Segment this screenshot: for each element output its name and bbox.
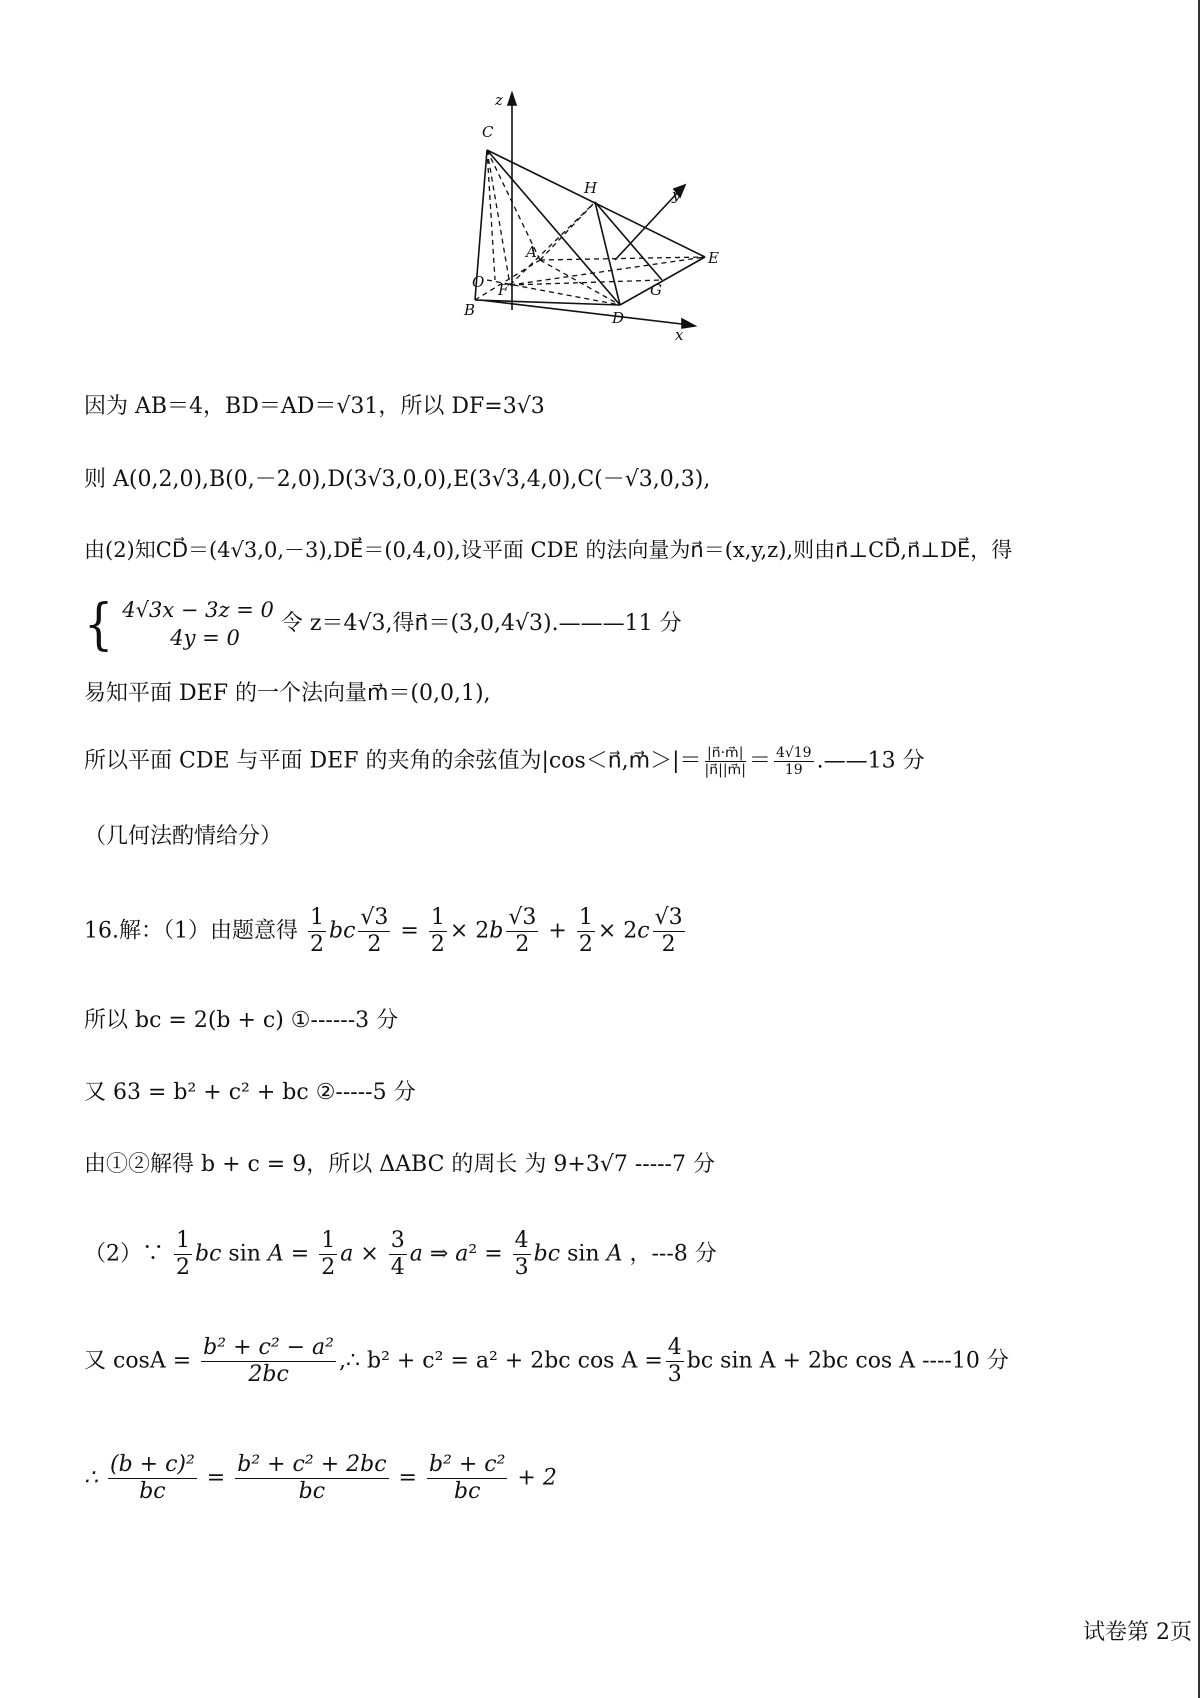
geometry-figure (464, 91, 730, 344)
cosine-law-prefix: 又 cosA = (84, 1348, 192, 1374)
frac-sum-squares: $\frac{\text{b² + c²}}{bc}$ (428, 1452, 506, 1504)
equation-2: 4y = 0 (170, 626, 240, 650)
frac-sqrt3-half-3: $\frac{√3}{2}$ (654, 905, 683, 957)
point-g-label: G (650, 281, 662, 299)
page-footer: 试卷第 2页 (1083, 1620, 1192, 1645)
point-c-label: C (482, 123, 494, 141)
text-line-1: 因为 AB＝4，BD＝AD＝√31，所以 DF=3√3 (84, 394, 545, 419)
y-axis-label: y (672, 186, 681, 204)
text-line-5: 易知平面 DEF 的一个法向量m⃗＝(0,0,1), (84, 681, 491, 706)
equation-system-line (84, 591, 682, 657)
cosine-line (84, 745, 925, 778)
fraction-2-numerator: 4√19 (775, 745, 812, 761)
text-line-3: 由(2)知CD⃗＝(4√3,0,－3),DE⃗＝(0,4,0),设平面 CDE 的法向量为n⃗＝(x,y,z),则由n⃗⊥CD⃗,n⃗⊥DE⃗，得 (84, 538, 1013, 562)
cosine-prefix: 所以平面 CDE 与平面 DEF 的夹角的余弦值为|cos＜n⃗,m⃗＞|＝ (84, 748, 702, 774)
frac-sqrt3-half-2: $\frac{√3}{2}$ (508, 905, 537, 957)
cosine-law-middle: ,∴ b² + c² = a² + 2bc cos A = (339, 1348, 663, 1374)
part-2-prefix: （2）∵ (84, 1241, 164, 1267)
point-o-label: O (472, 273, 485, 291)
point-d-label: D (612, 309, 625, 327)
cosine-fraction-1 (705, 745, 746, 778)
frac-half-2: $\frac{1}{2}$ (430, 905, 445, 957)
problem-16-prefix: 16.解：（1）由题意得 (84, 918, 298, 944)
point-a-label: A (526, 243, 537, 261)
left-brace: { (84, 591, 114, 657)
text-line-2: 则 A(0,2,0),B(0,－2,0),D(3√3,0,0),E(3√3,4,0),C(－√3,0,3), (84, 467, 711, 492)
frac-cosine-law: $\frac{\text{b² + c² − a²}}{2bc}$ (203, 1335, 334, 1387)
frac-sum-squared: $\frac{\text{(b + c)²}}{bc}$ (110, 1452, 195, 1504)
therefore-prefix: ∴ (84, 1465, 98, 1491)
point-e-label: E (708, 249, 719, 267)
equals-sign: ＝ (748, 748, 771, 774)
point-h-label: H (584, 179, 598, 197)
therefore-line: ∴ $\frac{\text{(b + c)²}}{bc}$ = $\frac{\text{b² + c² + 2bc}}{bc}$ = $\frac{\text{b² + c²}}{bc}$ + 2 (84, 1452, 557, 1504)
text-line-7: （几何法酌情给分） (84, 824, 283, 849)
frac-four-thirds-2: $\frac{4}{3}$ (667, 1335, 682, 1387)
equation-1: 4√3x − 3z = 0 (122, 598, 274, 622)
part-2-tail: ，---8 分 (629, 1241, 717, 1267)
frac-four-thirds: $\frac{4}{3}$ (514, 1228, 529, 1280)
cosine-law-line (84, 1335, 1009, 1388)
fraction-2-denominator: 19 (784, 762, 803, 778)
text-line-11: 由①②解得 b + c = 9，所以 ΔABC 的周长 为 9+3√7 -----7 分 (84, 1152, 715, 1177)
problem-16-part-1: 16.解：（1）由题意得 $\frac{1}{2}$ bc $\frac{√3}{2}$ = $\frac{1}{2}$ × 2b $\frac{√3}{2}$ + $\frac{1}{2}$ × 2c $\frac{√3}{2}$ (84, 905, 683, 957)
cosine-fraction-2 (774, 745, 814, 778)
frac-sqrt3-half: $\frac{√3}{2}$ (360, 905, 389, 957)
problem-16-part-2: （2）∵ $\frac{1}{2}$ bc sin A = $\frac{1}{2}$ a × $\frac{3}{4}$ a ⇒ a² = $\frac{4}{3}$ bc sin A ，---8 分 (84, 1228, 717, 1280)
fraction-1-denominator: |n⃗||m⃗| (704, 762, 746, 778)
frac-half-5: $\frac{1}{2}$ (321, 1228, 336, 1280)
equation-conclusion: 令 z＝4√3,得n⃗＝(3,0,4√3).———11 分 (280, 611, 682, 636)
cosine-suffix: .——13 分 (816, 748, 925, 774)
x-axis-label: x (675, 326, 684, 344)
frac-half: $\frac{1}{2}$ (310, 905, 324, 957)
text-line-10: 又 63 = b² + c² + bc ②-----5 分 (84, 1080, 416, 1105)
cosine-law-tail: bc sin A + 2bc cos A ----10 分 (686, 1348, 1009, 1374)
frac-half-3: $\frac{1}{2}$ (578, 905, 593, 957)
point-b-label: B (464, 301, 476, 319)
equation-system (122, 596, 274, 652)
fraction-1-numerator: |n⃗·m⃗| (705, 745, 746, 762)
frac-three-quarters: $\frac{3}{4}$ (390, 1228, 405, 1280)
point-f-label: F (498, 281, 509, 299)
text-line-9: 所以 bc = 2(b + c) ①------3 分 (84, 1008, 399, 1033)
frac-half-4: $\frac{1}{2}$ (176, 1228, 190, 1280)
z-axis-label: z (495, 91, 503, 109)
frac-expanded: $\frac{\text{b² + c² + 2bc}}{bc}$ (237, 1452, 387, 1504)
